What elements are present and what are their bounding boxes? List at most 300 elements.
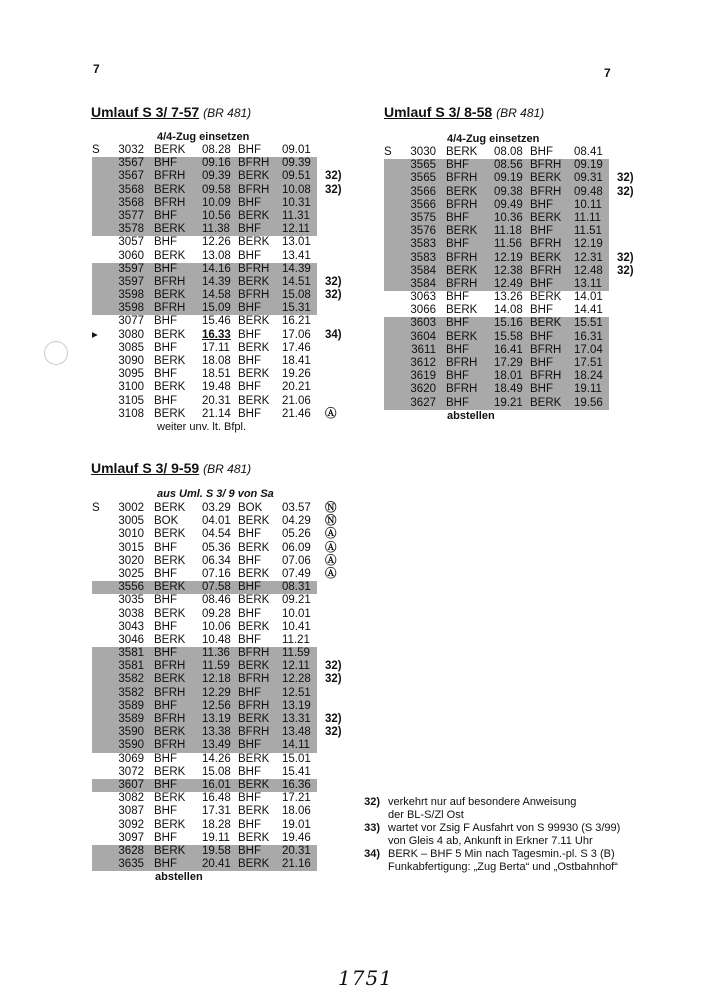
origin-station: BERK xyxy=(154,673,186,686)
train-number: 3582 xyxy=(118,686,144,699)
departure-time: 14.58 xyxy=(202,289,231,302)
destination-station: BHF xyxy=(530,198,553,211)
departure-time: 18.08 xyxy=(202,355,231,367)
train-number: 3077 xyxy=(118,315,144,328)
departure-time: 12.26 xyxy=(202,236,231,249)
departure-time: 15.16 xyxy=(494,317,523,330)
departure-time: 12.18 xyxy=(202,673,231,686)
destination-station: BHF xyxy=(530,304,553,317)
footnote-ref: Ⓐ xyxy=(325,407,337,420)
origin-station: BHF xyxy=(154,209,177,222)
destination-station: BHF xyxy=(238,633,261,646)
departure-time: 16.01 xyxy=(202,778,231,791)
arrival-time: 13.01 xyxy=(282,236,311,249)
departure-time: 21.14 xyxy=(202,407,231,420)
destination-station: BHF xyxy=(530,383,553,396)
train-number: 3020 xyxy=(118,554,144,567)
arrival-time: 12.11 xyxy=(282,660,310,673)
train-number: 3576 xyxy=(410,225,436,238)
origin-station: BFRH xyxy=(154,302,186,315)
destination-station: BHF xyxy=(238,249,261,262)
train-number: 3032 xyxy=(118,144,144,156)
train-number: 3597 xyxy=(118,262,144,275)
arrival-time: 19.11 xyxy=(574,383,602,396)
destination-station: BHF xyxy=(238,765,261,778)
destination-station: BHF xyxy=(530,277,553,290)
origin-station: BERK xyxy=(154,249,186,262)
origin-station: BFRH xyxy=(154,660,186,673)
origin-station: BHF xyxy=(154,262,177,275)
departure-time: 06.34 xyxy=(202,554,231,567)
arrival-time: 10.11 xyxy=(574,198,602,211)
departure-time: 16.33 xyxy=(202,328,231,341)
departure-time: 09.39 xyxy=(202,170,231,183)
origin-station: BFRH xyxy=(154,275,186,288)
train-number: 3598 xyxy=(118,302,144,315)
origin-station: BERK xyxy=(154,844,186,857)
origin-station: BERK xyxy=(154,502,186,514)
departure-time: 08.28 xyxy=(202,144,231,156)
departure-time: 15.08 xyxy=(202,765,231,778)
train-number: 3087 xyxy=(118,805,144,818)
train-number: 3565 xyxy=(410,172,436,185)
arrival-time: 14.01 xyxy=(574,291,603,304)
train-number: 3589 xyxy=(118,699,144,712)
departure-time: 10.48 xyxy=(202,633,231,646)
arrival-time: 12.28 xyxy=(282,673,311,686)
arrival-time: 19.46 xyxy=(282,831,311,844)
arrival-time: 13.11 xyxy=(574,277,602,290)
destination-station: BERK xyxy=(530,291,562,304)
arrival-time: 10.01 xyxy=(282,607,311,620)
origin-station: BERK xyxy=(154,223,186,236)
origin-station: BHF xyxy=(154,236,177,249)
departure-time: 14.26 xyxy=(202,752,231,765)
departure-time: 17.11 xyxy=(202,341,230,354)
arrival-time: 15.08 xyxy=(282,289,311,302)
footnote-text xyxy=(388,822,678,848)
arrival-time: 16.21 xyxy=(282,315,311,328)
destination-station: BFRH xyxy=(530,370,562,383)
umlauf-title: Umlauf S 3/ 9-59 xyxy=(91,460,200,476)
arrival-time: 04.29 xyxy=(282,515,311,528)
origin-station: BERK xyxy=(446,330,478,343)
train-number: 3604 xyxy=(410,330,436,343)
origin-station: BERK xyxy=(154,818,186,831)
train-number: 3090 xyxy=(118,355,144,367)
origin-station: BERK xyxy=(154,633,186,646)
departure-time: 19.11 xyxy=(202,831,230,844)
arrival-time: 11.51 xyxy=(574,225,602,238)
departure-time: 16.41 xyxy=(494,343,523,356)
train-number: 3619 xyxy=(410,370,436,383)
train-number: 3627 xyxy=(410,396,436,409)
departure-time: 18.49 xyxy=(494,383,523,396)
departure-time: 19.48 xyxy=(202,381,231,394)
arrival-time: 17.21 xyxy=(282,792,311,805)
train-number: 3578 xyxy=(118,223,144,236)
destination-station: BERK xyxy=(530,317,562,330)
arrival-time: 12.51 xyxy=(282,686,311,699)
train-number: 3582 xyxy=(118,673,144,686)
destination-station: BERK xyxy=(238,209,270,222)
origin-station: BFRH xyxy=(154,170,186,183)
arrival-time: 12.19 xyxy=(574,238,603,251)
arrival-time: 15.41 xyxy=(282,765,311,778)
origin-station: BHF xyxy=(154,778,177,791)
train-number: 3568 xyxy=(118,183,144,196)
train-number: 3597 xyxy=(118,275,144,288)
arrival-time: 07.49 xyxy=(282,567,311,580)
train-number: 3038 xyxy=(118,607,144,620)
destination-station: BHF xyxy=(238,818,261,831)
series-label: (BR 481) xyxy=(496,106,545,120)
origin-station: BHF xyxy=(154,157,177,170)
origin-station: BFRH xyxy=(446,198,478,211)
destination-station: BERK xyxy=(238,567,270,580)
origin-station: BERK xyxy=(154,528,186,541)
arrival-time: 09.01 xyxy=(282,144,311,156)
destination-station: BHF xyxy=(238,528,261,541)
origin-station: BHF xyxy=(446,370,469,383)
destination-station: BHF xyxy=(238,407,261,420)
destination-station: BERK xyxy=(238,515,270,528)
arrival-time: 11.59 xyxy=(282,647,310,660)
origin-station: BERK xyxy=(154,183,186,196)
destination-station: BHF xyxy=(238,381,261,394)
train-number: 3628 xyxy=(118,844,144,857)
origin-station: BHF xyxy=(446,291,469,304)
departure-time: 19.58 xyxy=(202,844,231,857)
arrival-time: 11.31 xyxy=(282,209,310,222)
footnote-ref: 32) xyxy=(325,289,342,302)
departure-time: 20.31 xyxy=(202,394,231,407)
train-number: 3066 xyxy=(410,304,436,317)
destination-station: BFRH xyxy=(530,238,562,251)
destination-station: BHF xyxy=(530,330,553,343)
footnote-ref: Ⓐ xyxy=(325,554,337,567)
arrival-time: 18.41 xyxy=(282,355,311,367)
umlauf-title: Umlauf S 3/ 7-57 xyxy=(91,104,200,120)
arrival-time: 13.31 xyxy=(282,713,311,725)
departure-time: 10.09 xyxy=(202,196,231,209)
destination-station: BFRH xyxy=(238,647,270,660)
train-number: 3581 xyxy=(118,660,144,673)
departure-time: 13.26 xyxy=(494,291,523,304)
train-number: 3057 xyxy=(118,236,144,249)
destination-station: BFRH xyxy=(238,289,270,302)
origin-station: BERK xyxy=(446,185,478,198)
origin-station: BERK xyxy=(154,289,186,302)
departure-time: 14.16 xyxy=(202,262,231,275)
departure-time: 08.46 xyxy=(202,594,231,607)
footnote-ref: Ⓐ xyxy=(325,541,337,554)
train-number: 3620 xyxy=(410,383,436,396)
footnote-ref: 32) xyxy=(325,660,342,673)
destination-station: BERK xyxy=(238,541,270,554)
footnote-line: verkehrt nur auf besondere Anweisung xyxy=(388,796,577,808)
footnote-line: Funkabfertigung: „Zug Berta“ und „Ostbahnhof“ xyxy=(388,861,618,873)
arrival-time: 08.41 xyxy=(574,146,603,158)
destination-station: BHF xyxy=(530,146,553,158)
arrival-time: 15.31 xyxy=(282,302,311,315)
arrival-time: 09.31 xyxy=(574,172,603,185)
train-number: 3566 xyxy=(410,198,436,211)
train-number: 3567 xyxy=(118,170,144,183)
footnote-ref: 32) xyxy=(325,183,342,196)
origin-station: BHF xyxy=(154,752,177,765)
footnote-line: BERK – BHF 5 Min nach Tagesmin.-pl. S 3 (B) xyxy=(388,848,615,860)
departure-time: 18.28 xyxy=(202,818,231,831)
train-number: 3108 xyxy=(118,407,144,420)
departure-time: 09.49 xyxy=(494,198,523,211)
origin-station: BERK xyxy=(446,304,478,317)
destination-station: BERK xyxy=(238,236,270,249)
origin-station: BHF xyxy=(154,620,177,633)
train-number: 3603 xyxy=(410,317,436,330)
train-number: 3565 xyxy=(410,159,436,172)
origin-station: BERK xyxy=(446,225,478,238)
departure-time: 12.19 xyxy=(494,251,523,264)
origin-station: BOK xyxy=(154,515,179,528)
block-footer-text: abstellen xyxy=(447,410,495,422)
departure-time: 07.16 xyxy=(202,567,231,580)
departure-time: 11.18 xyxy=(494,225,522,238)
train-number: 3092 xyxy=(118,818,144,831)
train-number: 3577 xyxy=(118,209,144,222)
departure-time: 15.09 xyxy=(202,302,231,315)
origin-station: BHF xyxy=(154,341,177,354)
footnote-ref: 32) xyxy=(325,713,342,725)
origin-station: BFRH xyxy=(446,357,478,369)
train-number: 3063 xyxy=(410,291,436,304)
train-number: 3010 xyxy=(118,528,144,541)
origin-station: BERK xyxy=(154,328,186,341)
departure-time: 11.38 xyxy=(202,223,230,236)
origin-station: BHF xyxy=(154,858,177,871)
departure-time: 19.21 xyxy=(494,396,523,409)
arrival-time: 17.06 xyxy=(282,328,311,341)
origin-station: BERK xyxy=(154,381,186,394)
departure-time: 05.36 xyxy=(202,541,231,554)
train-number: 3069 xyxy=(118,752,144,765)
origin-station: BHF xyxy=(446,211,469,224)
departure-time: 13.49 xyxy=(202,739,231,752)
footnote-ref: 32) xyxy=(617,251,634,264)
footnote-text xyxy=(388,796,678,822)
footnote-ref: 32) xyxy=(325,170,342,183)
departure-time: 10.36 xyxy=(494,211,523,224)
train-number: 3085 xyxy=(118,341,144,354)
footnote-ref: 32) xyxy=(325,726,342,739)
train-number: 3568 xyxy=(118,196,144,209)
departure-time: 09.16 xyxy=(202,157,231,170)
arrival-time: 21.16 xyxy=(282,858,311,871)
origin-station: BHF xyxy=(446,238,469,251)
footnote-number: 34) xyxy=(364,848,380,860)
block-footer-text: abstellen xyxy=(155,871,203,883)
destination-station: BERK xyxy=(238,275,270,288)
departure-time: 11.59 xyxy=(202,660,230,673)
footnote-ref: 32) xyxy=(617,264,634,277)
destination-station: BFRH xyxy=(238,157,270,170)
train-number: 3046 xyxy=(118,633,144,646)
origin-station: BERK xyxy=(446,146,478,158)
arrival-time: 11.11 xyxy=(574,211,602,224)
footnote-ref: 32) xyxy=(617,172,634,185)
departure-time: 17.31 xyxy=(202,805,231,818)
arrival-time: 10.41 xyxy=(282,620,311,633)
origin-station: BHF xyxy=(154,699,177,712)
destination-station: BERK xyxy=(238,620,270,633)
footnote-ref: 32) xyxy=(325,275,342,288)
origin-station: BERK xyxy=(154,581,186,594)
arrival-time: 12.48 xyxy=(574,264,603,277)
destination-station: BHF xyxy=(530,357,553,369)
arrival-time: 10.31 xyxy=(282,196,311,209)
destination-station: BHF xyxy=(238,792,261,805)
departure-time: 10.06 xyxy=(202,620,231,633)
departure-time: 12.49 xyxy=(494,277,523,290)
train-number: 3043 xyxy=(118,620,144,633)
destination-station: BHF xyxy=(238,844,261,857)
block-title xyxy=(91,104,251,120)
train-number: 3584 xyxy=(410,277,436,290)
train-number: 3082 xyxy=(118,792,144,805)
departure-time: 07.58 xyxy=(202,581,231,594)
train-number: 3583 xyxy=(410,238,436,251)
origin-station: BHF xyxy=(154,315,177,328)
origin-station: BERK xyxy=(154,144,186,156)
arrival-time: 15.51 xyxy=(574,317,603,330)
arrival-time: 05.26 xyxy=(282,528,311,541)
handwritten-page-mark: 1751 xyxy=(338,966,393,990)
arrival-time: 17.51 xyxy=(574,357,603,369)
departure-time: 11.56 xyxy=(494,238,522,251)
arrival-time: 13.48 xyxy=(282,726,311,739)
arrival-time: 03.57 xyxy=(282,502,311,514)
train-number: 3556 xyxy=(118,581,144,594)
destination-station: BFRH xyxy=(530,159,562,172)
destination-station: BHF xyxy=(238,607,261,620)
page-number-left: 7 xyxy=(93,62,100,76)
arrival-time: 21.46 xyxy=(282,407,311,420)
arrival-time: 19.56 xyxy=(574,396,603,409)
destination-station: BHF xyxy=(238,739,261,752)
destination-station: BHF xyxy=(530,225,553,238)
train-number: 3575 xyxy=(410,211,436,224)
departure-time: 12.29 xyxy=(202,686,231,699)
destination-station: BERK xyxy=(238,170,270,183)
destination-station: BERK xyxy=(238,368,270,381)
footnote-ref: Ⓐ xyxy=(325,528,337,541)
destination-station: BERK xyxy=(238,594,270,607)
arrival-time: 15.01 xyxy=(282,752,311,765)
origin-station: BHF xyxy=(154,541,177,554)
train-number: 3635 xyxy=(118,858,144,871)
arrival-time: 14.11 xyxy=(282,739,310,752)
train-number: 3584 xyxy=(410,264,436,277)
train-number: 3598 xyxy=(118,289,144,302)
train-number: 3060 xyxy=(118,249,144,262)
origin-station: BFRH xyxy=(154,739,186,752)
footnote-ref: 32) xyxy=(617,185,634,198)
destination-station: BERK xyxy=(238,778,270,791)
departure-time: 15.58 xyxy=(494,330,523,343)
train-number: 3581 xyxy=(118,647,144,660)
destination-station: BERK xyxy=(238,394,270,407)
punch-hole-mark xyxy=(44,341,68,365)
departure-time: 15.46 xyxy=(202,315,231,328)
footnote-ref: 32) xyxy=(325,673,342,686)
destination-station: BFRH xyxy=(238,726,270,739)
arrival-time: 12.31 xyxy=(574,251,603,264)
destination-station: BHF xyxy=(238,196,261,209)
departure-time: 13.08 xyxy=(202,249,231,262)
series-label: (BR 481) xyxy=(203,106,252,120)
departure-time: 04.01 xyxy=(202,515,231,528)
train-number: 3607 xyxy=(118,778,144,791)
block-subtitle: 4/4-Zug einsetzen xyxy=(157,131,250,143)
departure-time: 09.19 xyxy=(494,172,523,185)
destination-station: BFRH xyxy=(238,183,270,196)
page-number-right: 7 xyxy=(604,66,611,80)
block-footer-text: weiter unv. lt. Bfpl. xyxy=(157,421,247,433)
departure-time: 03.29 xyxy=(202,502,231,514)
destination-station: BHF xyxy=(238,355,261,367)
destination-station: BHF xyxy=(238,686,261,699)
train-number: 3590 xyxy=(118,726,144,739)
departure-time: 11.36 xyxy=(202,647,230,660)
destination-station: BERK xyxy=(530,251,562,264)
departure-time: 14.08 xyxy=(494,304,523,317)
footnote-ref: 34) xyxy=(325,328,342,341)
arrival-time: 11.21 xyxy=(282,633,310,646)
origin-station: BFRH xyxy=(446,251,478,264)
origin-station: BHF xyxy=(446,343,469,356)
footnote-line: von Gleis 4 ab, Ankunft in Erkner 7.11 Uhr xyxy=(388,835,593,847)
train-number: 3005 xyxy=(118,515,144,528)
destination-station: BERK xyxy=(530,396,562,409)
footnote-ref: Ⓐ xyxy=(325,567,337,580)
destination-station: BHF xyxy=(238,302,261,315)
train-number: 3095 xyxy=(118,368,144,381)
destination-station: BERK xyxy=(238,315,270,328)
train-number: 3072 xyxy=(118,765,144,778)
origin-station: BFRH xyxy=(446,172,478,185)
origin-station: BHF xyxy=(446,317,469,330)
destination-station: BFRH xyxy=(530,185,562,198)
departure-time: 04.54 xyxy=(202,528,231,541)
origin-station: BERK xyxy=(446,264,478,277)
train-number: 3589 xyxy=(118,713,144,725)
origin-station: BHF xyxy=(154,831,177,844)
destination-station: BERK xyxy=(238,660,270,673)
destination-station: BERK xyxy=(530,172,562,185)
arrival-time: 16.31 xyxy=(574,330,603,343)
arrival-time: 19.01 xyxy=(282,818,311,831)
arrival-time: 14.41 xyxy=(574,304,603,317)
row-marker: S xyxy=(92,144,100,156)
departure-time: 12.38 xyxy=(494,264,523,277)
arrival-time: 09.39 xyxy=(282,157,311,170)
train-number: 3035 xyxy=(118,594,144,607)
arrival-time: 09.51 xyxy=(282,170,311,183)
destination-station: BERK xyxy=(530,211,562,224)
train-number: 3590 xyxy=(118,739,144,752)
arrival-time: 17.46 xyxy=(282,341,311,354)
departure-time: 20.41 xyxy=(202,858,231,871)
